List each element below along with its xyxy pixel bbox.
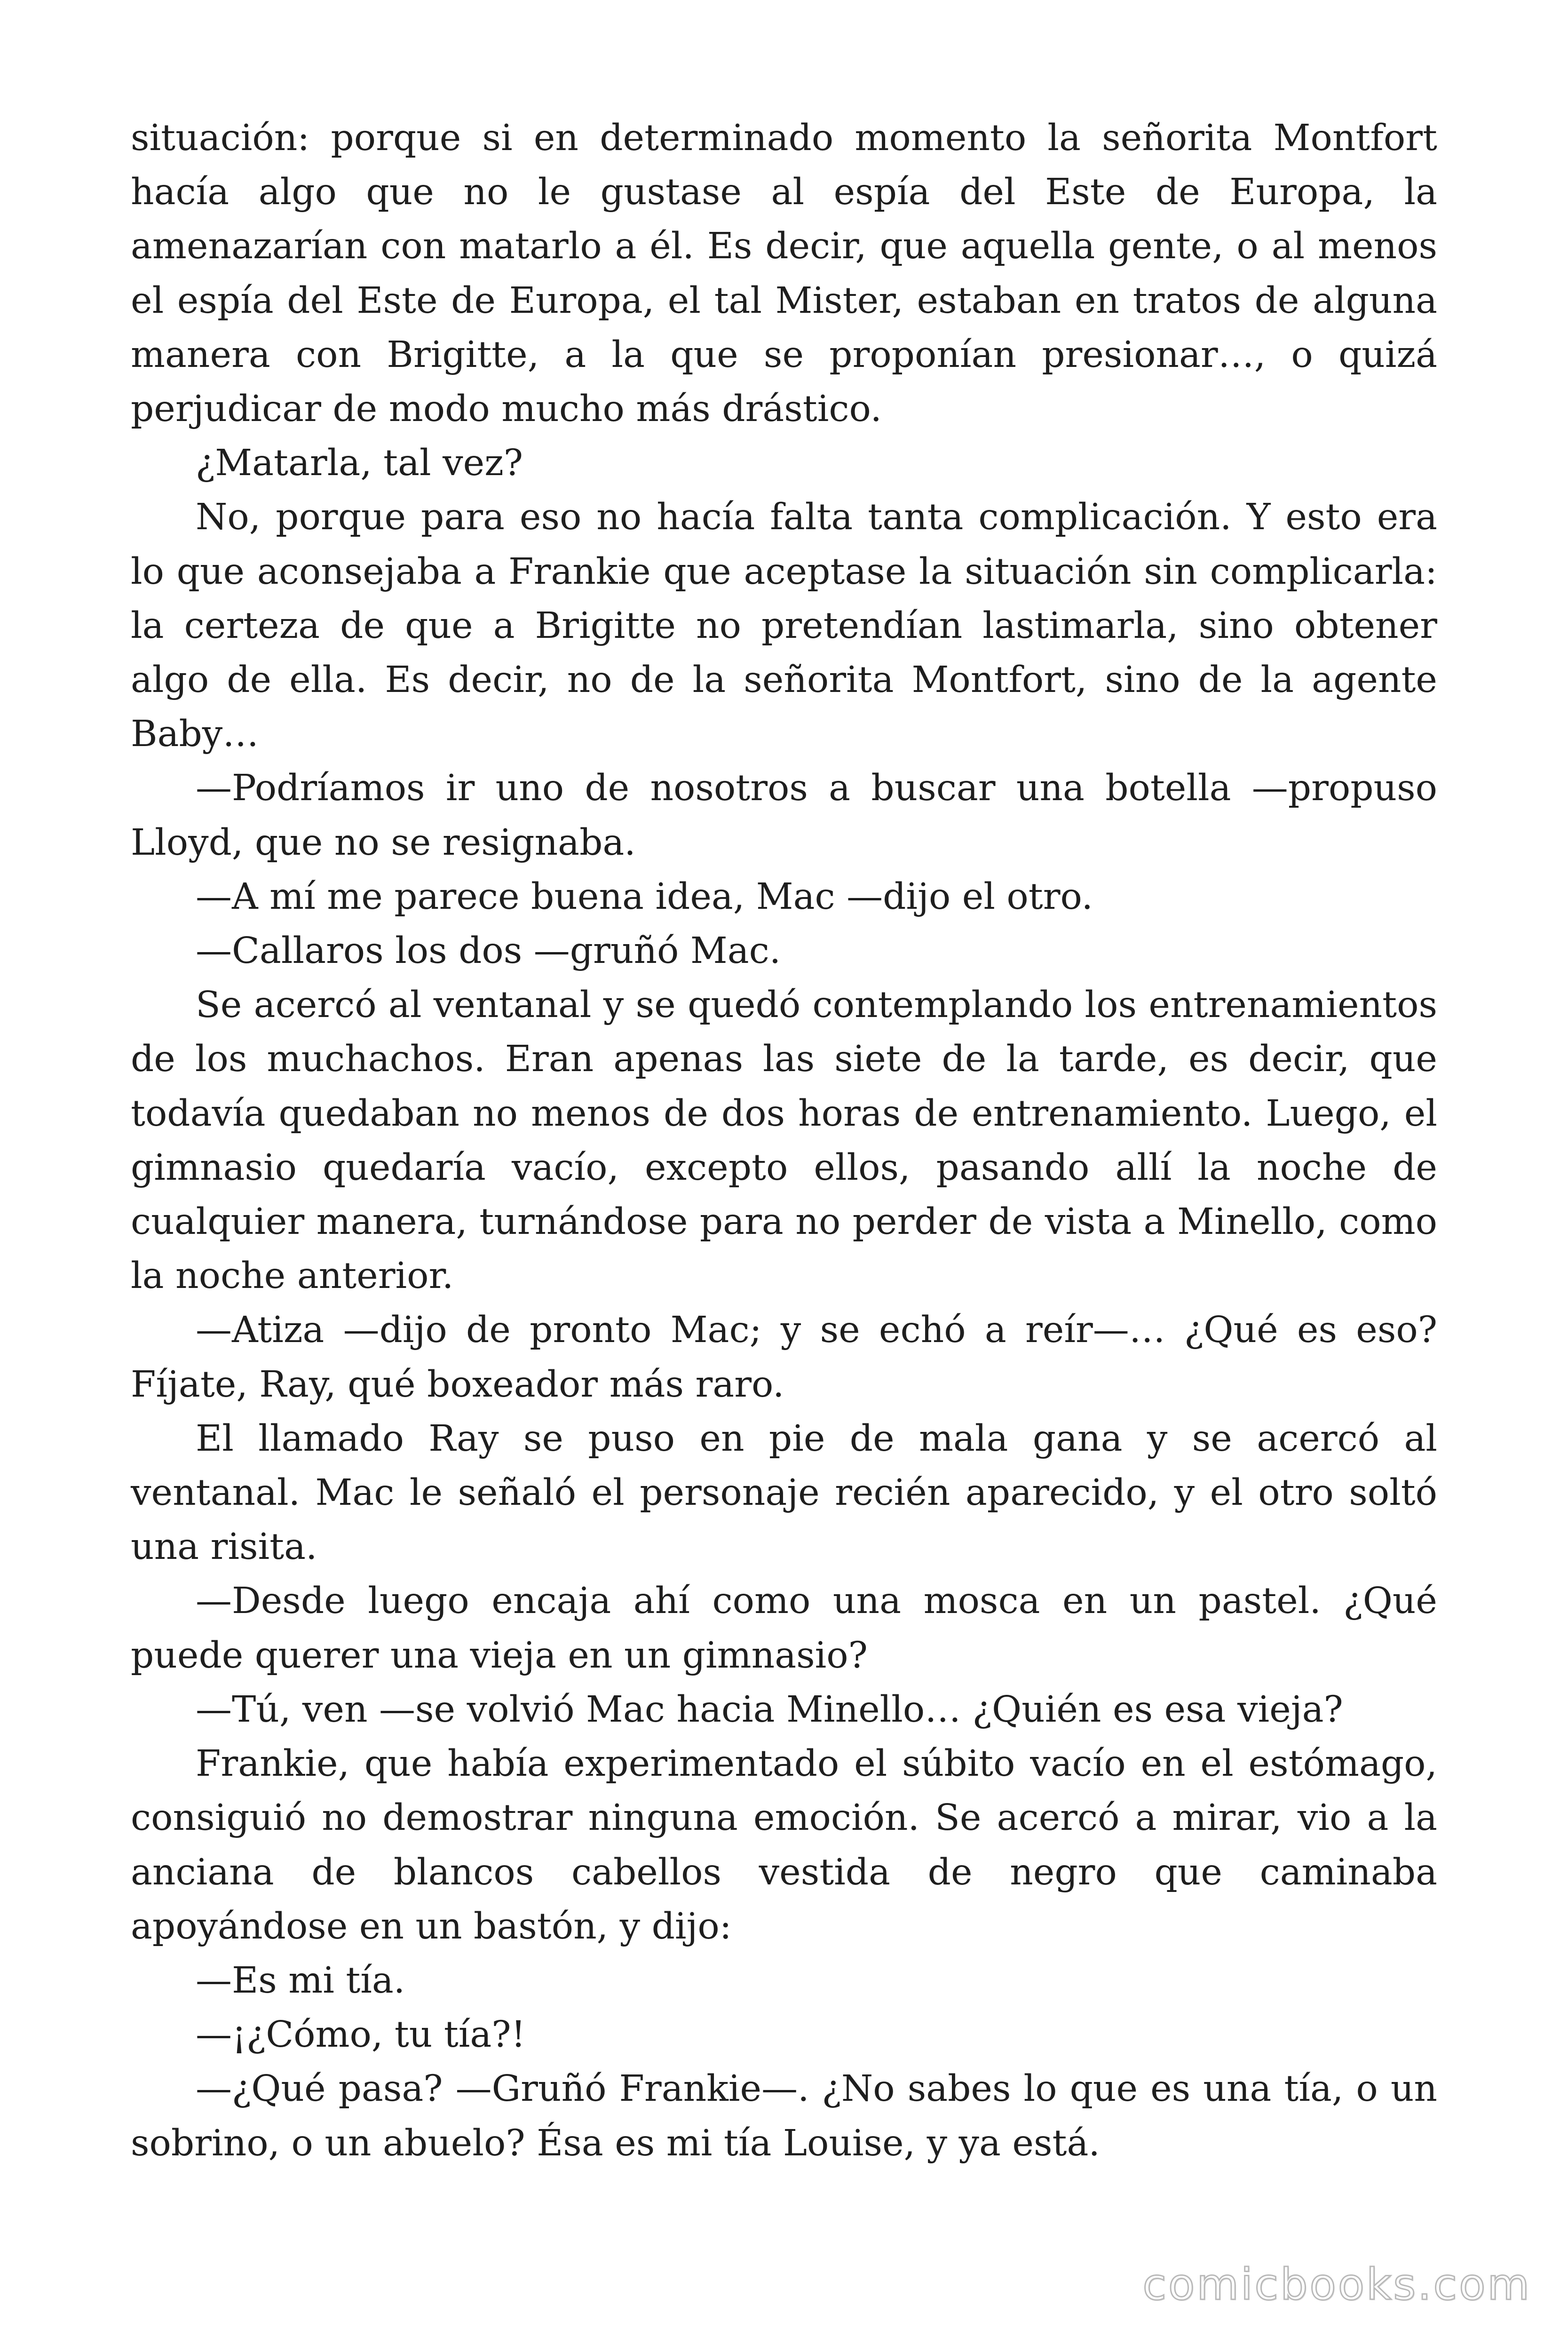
paragraph: No, porque para eso no hacía falta tanta complicación. Y esto era lo que aconsejaba a Frankie que aceptase la situación sin complicarla: la certeza de que a Brigitte no pretendían lastimarla, sino obtener algo de ella. Es decir, no de la señorita Montfort, sino de la agente Baby… — [131, 496, 1437, 755]
paragraph: El llamado Ray se puso en pie de mala gana y se acercó al ventanal. Mac le señaló el personaje recién aparecido, y el otro soltó una risita. — [131, 1417, 1437, 1568]
page-body-text — [131, 111, 1437, 2170]
paragraph: situación: porque si en determinado momento la señorita Montfort hacía algo que no le gustase al espía del Este de Europa, la amenazarían con matarlo a él. Es decir, que aquella gente, o al menos el espía del Este de Europa, el tal Mister, estaban en tratos de alguna manera con Brigitte, a la que se proponían presionar…, o quizá perjudicar de modo mucho más drástico. — [131, 117, 1437, 430]
paragraph: —Callaros los dos —gruñó Mac. — [196, 930, 781, 972]
paragraph: Frankie, que había experimentado el súbito vacío en el estómago, consiguió no demostrar ninguna emoción. Se acercó a mirar, vio a la anciana de blancos cabellos vestida de negro que caminaba apoyándose en un bastón, y dijo: — [131, 1743, 1437, 1947]
watermark: comicbooks.com — [1142, 2259, 1531, 2310]
paragraph: —A mí me parece buena idea, Mac —dijo el otro. — [196, 875, 1093, 918]
paragraph: —Es mi tía. — [196, 1959, 405, 2002]
paragraph: —Podríamos ir uno de nosotros a buscar una botella —propuso Lloyd, que no se resignaba. — [131, 767, 1437, 864]
paragraph: Se acercó al ventanal y se quedó contemplando los entrenamientos de los muchachos. Eran apenas las siete de la tarde, es decir, que todavía quedaban no menos de dos horas de entrenamiento. Luego, el gimnasio quedaría vacío, excepto ellos, pasando allí la noche de cualquier manera, turnándose para no perder de vista a Minello, como la noche anterior. — [131, 984, 1437, 1297]
paragraph: —Atiza —dijo de pronto Mac; y se echó a reír—… ¿Qué es eso? Fíjate, Ray, qué boxeador más raro. — [131, 1309, 1437, 1406]
paragraph: —Tú, ven —se volvió Mac hacia Minello… ¿Quién es esa vieja? — [196, 1688, 1343, 1731]
paragraph: —¡¿Cómo, tu tía?! — [196, 2014, 526, 2056]
paragraph: —¿Qué pasa? —Gruñó Frankie—. ¿No sabes lo que es una tía, o un sobrino, o un abuelo? Ésa es mi tía Louise, y ya está. — [131, 2068, 1437, 2164]
paragraph: —Desde luego encaja ahí como una mosca en un pastel. ¿Qué puede querer una vieja en un gimnasio? — [131, 1580, 1437, 1677]
paragraph: ¿Matarla, tal vez? — [196, 442, 523, 485]
